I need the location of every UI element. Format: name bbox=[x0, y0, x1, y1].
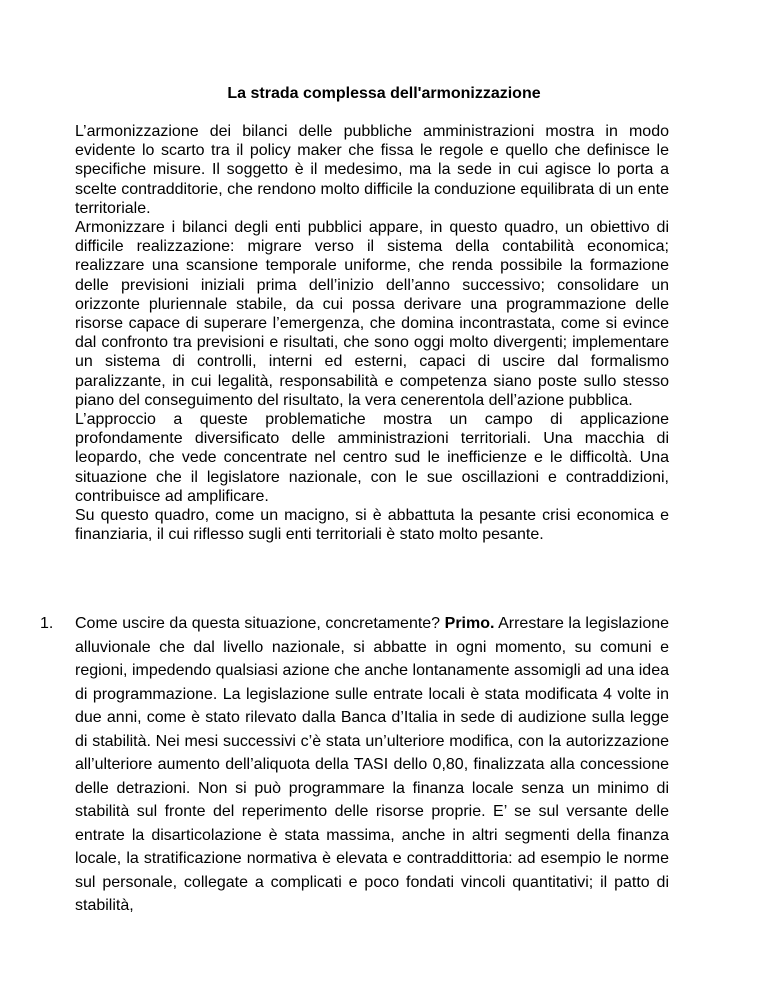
paragraph: L’approccio a queste problematiche mostra un campo di applicazione profondamente diversificato delle amministrazioni territoriali. Una macchia di leopardo, che vede concentrate nel centro sud le inefficienze e le difficoltà. Una situazione che il legislatore nazionale, con le sue oscillazioni e contraddizioni, contribuisce ad amplificare. bbox=[75, 411, 669, 505]
paragraph: Armonizzare i bilanci degli enti pubblici appare, in questo quadro, un obiettivo di difficile realizzazione: migrare verso il sistema della contabilità economica; realizzare una scansione temporale uniforme, che renda possibile la formazione delle previsioni iniziali prima dell’inizio dell’anno successivo; consolidare un orizzonte pluriennale stabile, da cui possa derivare una programmazione delle risorse capace di superare l’emergenza, che domina incontrastata, come si evince dal confronto tra previsioni e risultati, che sono oggi molto divergenti; implementare un sistema di controlli, interni ed esterni, capaci di uscire dal formalismo paralizzante, in cui legalità, responsabilità e competenza siano poste sullo stesso piano del conseguimento del risultato, la vera cenerentola dell’azione pubblica. bbox=[75, 219, 669, 409]
paragraph: L’armonizzazione dei bilanci delle pubbliche amministrazioni mostra in modo evidente lo scarto tra il policy maker che fissa le regole e quello che definisce le specifiche misure. Il soggetto è il medesimo, ma la sede in cui agisce lo porta a scelte contradditorie, che rendono molto difficile la conduzione equilibrata di un ente territoriale. bbox=[75, 123, 669, 217]
list-item-number: 1. bbox=[40, 615, 54, 632]
intro-section bbox=[75, 122, 669, 544]
document-title: La strada complessa dell'armonizzazione bbox=[227, 85, 541, 102]
numbered-list bbox=[40, 612, 669, 918]
paragraph: Su questo quadro, come un macigno, si è abbattuta la pesante crisi economica e finanziaria, il cui riflesso sugli enti territoriali è stato molto pesante. bbox=[75, 507, 669, 544]
list-item-lead: Come uscire da questa situazione, concretamente? bbox=[75, 615, 441, 632]
list-item bbox=[40, 612, 669, 918]
list-item-text: Arrestare la legislazione alluvionale che dal livello nazionale, si abbatte in ogni momento, su comuni e regioni, impedendo qualsiasi azione che anche lontanamente assomigli ad una idea di programmazione. La legislazione sulle entrate locali è stata modificata 4 volte in due anni, come è stato rilevato dalla Banca d’Italia in sede di audizione sulla legge di stabilità. Nei mesi successivi c’è stata un’ulteriore modifica, con la autorizzazione all’ulteriore aumento dell’aliquota della TASI dello 0,80, finalizzata alla concessione delle detrazioni. Non si può programmare la finanza locale senza un minimo di stabilità sul fronte del reperimento delle risorse proprie. E’ se sul versante delle entrate la disarticolazione è stata massima, anche in altri segmenti della finanza locale, la stratificazione normativa è elevata e contraddittoria: ad esempio le norme sul personale, collegate a complicati e poco fondati vincoli quantitativi; il patto di stabilità, bbox=[75, 615, 670, 914]
list-item-bold-label: Primo. bbox=[444, 615, 495, 632]
list-item-body bbox=[75, 612, 669, 918]
